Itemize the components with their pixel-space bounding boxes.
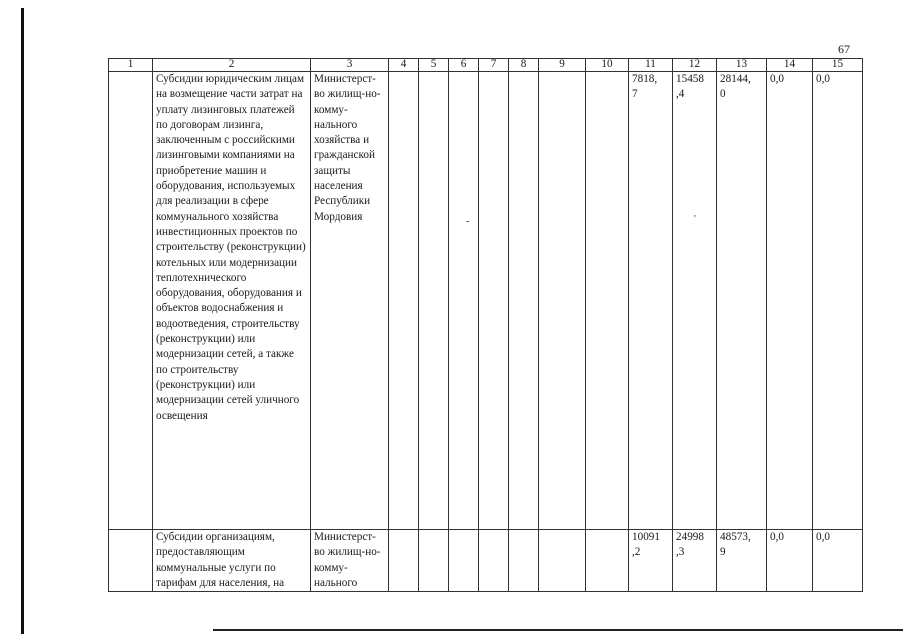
page-number: 67 — [838, 42, 850, 56]
data-table — [108, 58, 863, 592]
cell-value: 0,0 — [767, 72, 813, 530]
stray-mark: - — [466, 216, 470, 227]
cell-empty — [419, 72, 449, 530]
table-row — [109, 530, 863, 592]
header-cell: 8 — [509, 59, 539, 72]
cell-value: 48573, 9 — [717, 530, 767, 592]
header-cell: 4 — [389, 59, 419, 72]
cell-empty — [449, 72, 479, 530]
cell-value: 24998 ,3 — [673, 530, 717, 592]
cell-empty — [539, 72, 586, 530]
header-cell: 3 — [311, 59, 389, 72]
header-cell: 11 — [629, 59, 673, 72]
cell-empty — [586, 72, 629, 530]
header-cell: 5 — [419, 59, 449, 72]
cell-value: 15458 ,4 — [673, 72, 717, 530]
cell-value: 28144, 0 — [717, 72, 767, 530]
cell-description: Субсидии юридическим лицам на возмещение части затрат на уплату лизинговых платежей по договорам лизинга, заключенным с российскими лизинговыми компаниями на приобретение машин и оборудования, используемых для реализации в сфере коммунального хозяйства инвестиционных проектов по строительству (реконструкции) котельных или модернизации теплотехнического оборудования, оборудования и объектов водоснабжения и водоотведения, строительству (реконструкции) или модернизации сетей, а также по строительству (реконструкции) или модернизации сетей уличного освещения — [153, 72, 311, 530]
cell-number — [109, 72, 153, 530]
header-cell: 10 — [586, 59, 629, 72]
cell-value: 0,0 — [813, 72, 863, 530]
header-cell: 9 — [539, 59, 586, 72]
header-cell: 6 — [449, 59, 479, 72]
header-cell: 1 — [109, 59, 153, 72]
cell-value: 0,0 — [767, 530, 813, 592]
cell-executor: Министерст-во жилищ-но-комму-нального хозяйства и гражданской защиты населения Республики Мордовия — [311, 72, 389, 530]
header-cell: 14 — [767, 59, 813, 72]
cell-empty — [509, 530, 539, 592]
bottom-rule — [213, 629, 903, 631]
cell-empty — [509, 72, 539, 530]
header-cell: 13 — [717, 59, 767, 72]
cell-value: 10091 ,2 — [629, 530, 673, 592]
cell-empty — [586, 530, 629, 592]
header-cell: 12 — [673, 59, 717, 72]
cell-empty — [419, 530, 449, 592]
cell-empty — [389, 530, 419, 592]
cell-value: 7818, 7 — [629, 72, 673, 530]
header-cell: 2 — [153, 59, 311, 72]
cell-number — [109, 530, 153, 592]
cell-empty — [449, 530, 479, 592]
header-cell: 7 — [479, 59, 509, 72]
table-row — [109, 72, 863, 530]
header-cell: 15 — [813, 59, 863, 72]
cell-empty — [479, 72, 509, 530]
stray-mark: ' — [694, 214, 696, 225]
cell-value: 0,0 — [813, 530, 863, 592]
cell-empty — [389, 72, 419, 530]
cell-empty — [539, 530, 586, 592]
cell-empty — [479, 530, 509, 592]
cell-description: Субсидии организациям, предоставляющим коммунальные услуги по тарифам для населения, на — [153, 530, 311, 592]
header-row — [109, 59, 863, 72]
cell-executor: Министерст-во жилищ-но-комму-нального — [311, 530, 389, 592]
left-margin-line — [21, 8, 24, 634]
